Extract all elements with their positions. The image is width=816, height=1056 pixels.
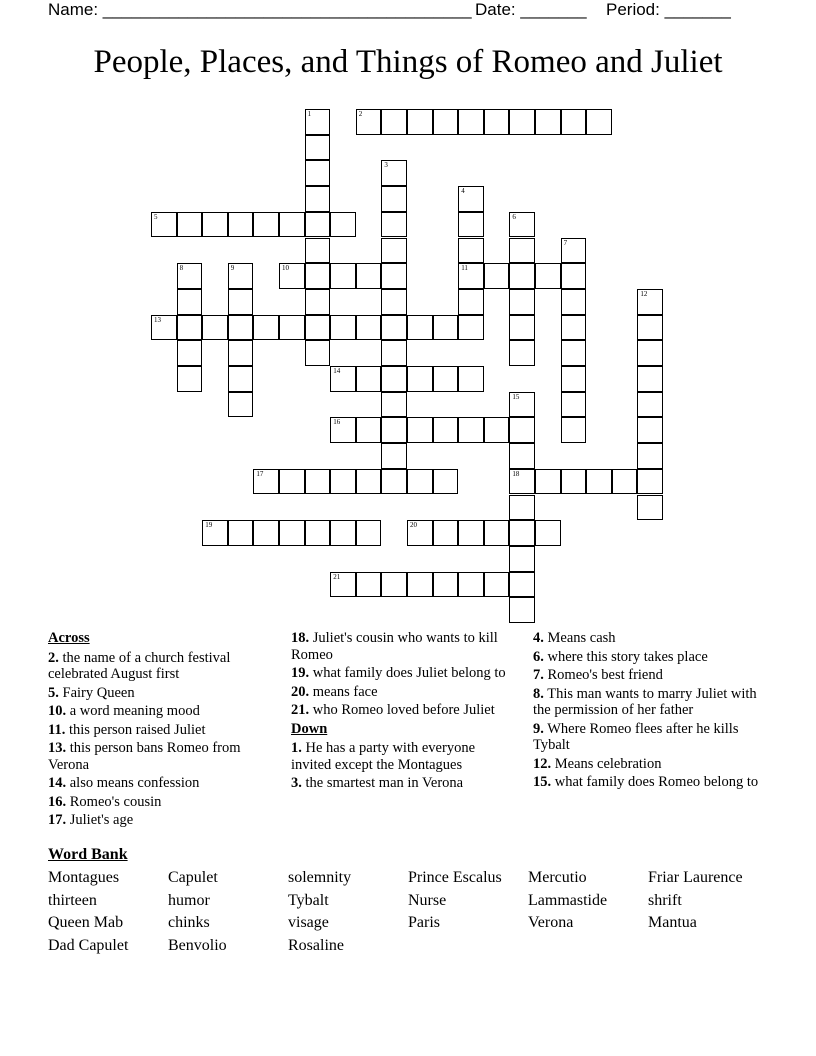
crossword-cell[interactable] — [177, 289, 203, 315]
clue-item — [533, 649, 763, 666]
clue-number: 12 — [640, 289, 648, 298]
crossword-cell[interactable] — [509, 289, 535, 315]
crossword-cell[interactable] — [330, 212, 356, 238]
clue-item — [291, 740, 516, 773]
crossword-cell[interactable] — [381, 366, 407, 392]
clue-text: He has a party with everyone invited except the Montagues — [291, 740, 476, 773]
crossword-cell[interactable] — [637, 417, 663, 443]
crossword-cell[interactable] — [356, 572, 382, 598]
clue-text: where this story takes place — [543, 648, 708, 665]
crossword-cell[interactable] — [356, 263, 382, 289]
crossword-cell[interactable] — [407, 366, 433, 392]
crossword-cell[interactable] — [561, 340, 587, 366]
crossword-cell[interactable] — [305, 469, 331, 495]
crossword-cell[interactable] — [228, 315, 254, 341]
crossword-cell[interactable] — [253, 520, 279, 546]
word-bank-item: Mercutio — [528, 869, 587, 886]
crossword-cell[interactable] — [561, 263, 587, 289]
crossword-cell[interactable] — [177, 263, 203, 289]
crossword-cell[interactable] — [509, 495, 535, 521]
clue-number: 7. — [533, 667, 544, 683]
clue-text: Juliet's age — [66, 812, 134, 828]
clue-number: 3. — [291, 775, 302, 791]
crossword-cell[interactable] — [279, 315, 305, 341]
crossword-cell[interactable] — [407, 572, 433, 598]
crossword-cell[interactable] — [381, 572, 407, 598]
crossword-cell[interactable] — [381, 289, 407, 315]
crossword-cell[interactable] — [381, 263, 407, 289]
crossword-cell[interactable] — [637, 392, 663, 418]
crossword-cell[interactable] — [305, 135, 331, 161]
crossword-cell[interactable] — [356, 366, 382, 392]
crossword-cell[interactable] — [561, 469, 587, 495]
crossword-cell[interactable] — [381, 340, 407, 366]
clue-text: what family does Romeo belong to — [551, 774, 759, 790]
clue-number: 3 — [384, 161, 388, 170]
clue-item — [48, 812, 273, 829]
crossword-cell[interactable] — [305, 109, 331, 135]
clue-number: 12. — [533, 755, 552, 772]
crossword-cell[interactable] — [458, 520, 484, 546]
clue-text: Romeo's cousin — [66, 793, 162, 810]
crossword-cell[interactable] — [407, 315, 433, 341]
word-bank-item: Capulet — [168, 869, 218, 886]
crossword-cell[interactable] — [407, 520, 433, 546]
word-bank-item: Dad Capulet — [48, 936, 129, 954]
crossword-cell[interactable] — [228, 289, 254, 315]
crossword-cell[interactable] — [356, 417, 382, 443]
crossword-cell[interactable] — [228, 340, 254, 366]
clue-number: 7 — [563, 238, 568, 247]
clue-text: what family does Juliet belong to — [309, 665, 506, 681]
crossword-cell[interactable] — [305, 520, 331, 546]
crossword-cell[interactable] — [433, 109, 459, 135]
crossword-cell[interactable] — [484, 520, 510, 546]
crossword-cell[interactable] — [177, 340, 203, 366]
word-bank-heading: Word Bank — [48, 846, 128, 863]
crossword-cell[interactable] — [407, 109, 433, 135]
clue-item — [533, 667, 763, 684]
crossword-cell[interactable] — [458, 263, 484, 289]
crossword-cell[interactable] — [381, 238, 407, 264]
clue-number: 15 — [512, 392, 520, 401]
word-bank-item: Benvolio — [168, 936, 227, 954]
clue-text: Means cash — [543, 630, 616, 646]
crossword-cell[interactable] — [202, 315, 228, 341]
crossword-cell[interactable] — [509, 546, 535, 572]
crossword-cell[interactable] — [228, 212, 254, 238]
crossword-cell[interactable] — [637, 443, 663, 469]
crossword-cell[interactable] — [228, 263, 254, 289]
crossword-cell[interactable] — [561, 238, 587, 264]
word-bank-item: Tybalt — [288, 891, 329, 909]
clue-number: 10. — [48, 703, 67, 719]
clue-number: 17. — [48, 812, 67, 828]
crossword-cell[interactable] — [228, 366, 254, 392]
clue-text: a word meaning mood — [66, 703, 200, 719]
crossword-cell[interactable] — [561, 366, 587, 392]
clue-number: 16. — [48, 793, 67, 810]
period-line[interactable]: Period: _______ — [606, 0, 731, 19]
crossword-cell[interactable] — [381, 315, 407, 341]
crossword-cell[interactable] — [509, 572, 535, 598]
clue-number: 5. — [48, 684, 59, 701]
clue-number: 13. — [48, 740, 67, 756]
clue-item — [533, 774, 763, 791]
crossword-cell[interactable] — [509, 417, 535, 443]
clue-item — [291, 630, 516, 663]
crossword-cell[interactable] — [637, 315, 663, 341]
crossword-cell[interactable] — [535, 109, 561, 135]
clue-number: 13 — [154, 315, 161, 324]
crossword-cell[interactable] — [177, 212, 203, 238]
clue-number: 9 — [230, 264, 235, 273]
clue-number: 14. — [48, 775, 67, 791]
crossword-cell[interactable] — [381, 160, 407, 186]
clue-item — [48, 650, 273, 683]
crossword-cell[interactable] — [458, 572, 484, 598]
clue-number: 1 — [307, 110, 312, 118]
crossword-cell[interactable] — [484, 572, 510, 598]
crossword-cell[interactable] — [637, 469, 663, 495]
clue-number: 6. — [533, 648, 544, 665]
clue-number: 1. — [291, 740, 302, 756]
crossword-cell[interactable] — [279, 263, 305, 289]
clue-text: also means confession — [66, 775, 200, 791]
crossword-cell[interactable] — [637, 289, 663, 315]
crossword-cell[interactable] — [586, 109, 612, 135]
crossword-cell[interactable] — [433, 469, 459, 495]
crossword-cell[interactable] — [228, 520, 254, 546]
crossword-cell[interactable] — [433, 315, 459, 341]
word-bank-item: solemnity — [288, 869, 352, 886]
crossword-cell[interactable] — [458, 212, 484, 238]
word-bank-item: Nurse — [408, 891, 447, 909]
date-line[interactable]: Date: _______ — [475, 0, 587, 19]
across-heading: Across — [48, 630, 90, 646]
crossword-cell[interactable] — [637, 340, 663, 366]
clues-column-2 — [291, 630, 516, 794]
clue-number: 14 — [333, 367, 341, 375]
clue-item — [291, 665, 516, 682]
clue-number: 20 — [410, 521, 417, 530]
word-bank-item: Mantua — [648, 914, 697, 931]
crossword-cell[interactable] — [509, 520, 535, 546]
clue-text: this person raised Juliet — [65, 721, 206, 738]
crossword-cell[interactable] — [151, 212, 177, 238]
crossword-cell[interactable] — [509, 212, 535, 238]
across-clues-column-1 — [48, 630, 273, 831]
crossword-cell[interactable] — [330, 572, 356, 598]
clue-text: this person bans Romeo from Verona — [48, 740, 241, 773]
clue-number: 8. — [533, 685, 544, 702]
clue-number: 5 — [154, 212, 158, 221]
word-bank-item: Prince Escalus — [408, 869, 502, 886]
clue-text: means face — [309, 683, 378, 700]
crossword-cell[interactable] — [484, 263, 510, 289]
word-bank-item: Verona — [528, 914, 574, 931]
word-bank-item: humor — [168, 891, 210, 909]
page-title: People, Places, and Things of Romeo and Juliet — [93, 44, 723, 80]
crossword-cell[interactable] — [253, 212, 279, 238]
crossword-cell[interactable] — [202, 520, 228, 546]
crossword-cell[interactable] — [561, 315, 587, 341]
clue-item — [291, 775, 516, 792]
word-bank-item: shrift — [648, 891, 682, 909]
clue-text: the name of a church festival celebrated August first — [48, 649, 231, 682]
crossword-cell[interactable] — [458, 315, 484, 341]
crossword-cell[interactable] — [330, 315, 356, 341]
crossword-cell[interactable] — [305, 289, 331, 315]
clue-number: 4. — [533, 630, 544, 646]
crossword-cell[interactable] — [305, 212, 331, 238]
crossword-cell[interactable] — [509, 263, 535, 289]
crossword-cell[interactable] — [509, 443, 535, 469]
clue-item — [48, 703, 273, 720]
crossword-cell[interactable] — [356, 109, 382, 135]
clue-text: Means celebration — [551, 755, 662, 772]
crossword-cell[interactable] — [407, 469, 433, 495]
clue-number: 4 — [461, 187, 465, 196]
crossword-cell[interactable] — [279, 469, 305, 495]
crossword-cell[interactable] — [637, 366, 663, 392]
crossword-cell[interactable] — [535, 263, 561, 289]
crossword-cell[interactable] — [458, 238, 484, 264]
clue-number: 21. — [291, 702, 310, 718]
word-bank-item: visage — [288, 914, 329, 931]
down-clues-column-3 — [533, 630, 763, 793]
crossword-cell[interactable] — [509, 469, 535, 495]
clue-text: Where Romeo flees after he kills Tybalt — [533, 720, 739, 753]
crossword-cell[interactable] — [305, 160, 331, 186]
clue-number: 11. — [48, 721, 66, 738]
crossword-cell[interactable] — [509, 315, 535, 341]
clue-number: 20. — [291, 683, 310, 700]
clue-item — [291, 684, 516, 701]
crossword-cell[interactable] — [330, 263, 356, 289]
crossword-cell[interactable] — [509, 597, 535, 623]
crossword-cell[interactable] — [381, 417, 407, 443]
clue-number: 11 — [461, 264, 468, 273]
crossword-cell[interactable] — [305, 340, 331, 366]
clue-number: 10 — [282, 264, 289, 273]
crossword-cell[interactable] — [228, 392, 254, 418]
clue-text: Fairy Queen — [58, 684, 135, 701]
crossword-cell[interactable] — [305, 186, 331, 212]
crossword-cell[interactable] — [407, 417, 433, 443]
clue-number: 15. — [533, 774, 552, 790]
clue-number: 19. — [291, 665, 310, 681]
crossword-cell[interactable] — [509, 340, 535, 366]
crossword-cell[interactable] — [433, 417, 459, 443]
crossword-cell[interactable] — [356, 520, 382, 546]
crossword-cell[interactable] — [177, 315, 203, 341]
crossword-cell[interactable] — [381, 212, 407, 238]
word-bank-item: Queen Mab — [48, 914, 124, 931]
crossword-cell[interactable] — [356, 469, 382, 495]
word-bank-item: chinks — [168, 914, 210, 931]
crossword-cell[interactable] — [381, 443, 407, 469]
clue-number: 18 — [512, 469, 520, 478]
word-bank-item: Montagues — [48, 869, 120, 886]
crossword-cell[interactable] — [279, 520, 305, 546]
crossword-cell[interactable] — [305, 315, 331, 341]
crossword-cell[interactable] — [381, 186, 407, 212]
crossword-cell[interactable] — [586, 469, 612, 495]
clue-number: 6 — [512, 212, 516, 221]
crossword-cell[interactable] — [458, 366, 484, 392]
crossword-cell[interactable] — [253, 315, 279, 341]
clue-number: 2 — [358, 110, 363, 118]
crossword-cell[interactable] — [458, 289, 484, 315]
crossword-cell[interactable] — [637, 495, 663, 521]
name-line[interactable]: Name: _______________________________________ — [48, 0, 472, 19]
clue-number: 2. — [48, 649, 59, 666]
word-bank-item: Lammastide — [528, 891, 608, 909]
word-bank-item: Rosaline — [288, 936, 344, 954]
crossword-cell[interactable] — [356, 315, 382, 341]
crossword-cell[interactable] — [433, 520, 459, 546]
crossword-cell[interactable] — [151, 315, 177, 341]
clue-item — [533, 630, 763, 647]
clue-item — [533, 756, 763, 773]
crossword-cell[interactable] — [279, 212, 305, 238]
crossword-cell[interactable] — [561, 417, 587, 443]
clue-number: 9. — [533, 720, 544, 737]
clue-item — [48, 722, 273, 739]
crossword-cell[interactable] — [330, 520, 356, 546]
crossword-cell[interactable] — [458, 186, 484, 212]
clue-text: Romeo's best friend — [543, 667, 663, 683]
crossword-cell[interactable] — [330, 417, 356, 443]
word-bank-item: Paris — [408, 914, 440, 931]
crossword-cell[interactable] — [381, 469, 407, 495]
clue-text: the smartest man in Verona — [301, 775, 464, 791]
clue-text: who Romeo loved before Juliet — [309, 702, 495, 718]
crossword-cell[interactable] — [535, 520, 561, 546]
crossword-cell[interactable] — [433, 572, 459, 598]
clue-item — [48, 794, 273, 811]
crossword-cell[interactable] — [484, 109, 510, 135]
crossword-cell[interactable] — [381, 109, 407, 135]
crossword-cell[interactable] — [458, 417, 484, 443]
clue-number: 16 — [333, 418, 341, 427]
crossword-cell[interactable] — [535, 469, 561, 495]
crossword-cell[interactable] — [305, 238, 331, 264]
clue-number: 17 — [256, 469, 264, 478]
crossword-cell[interactable] — [330, 366, 356, 392]
crossword-cell[interactable] — [509, 238, 535, 264]
crossword-cell[interactable] — [433, 366, 459, 392]
crossword-cell[interactable] — [509, 109, 535, 135]
crossword-cell[interactable] — [561, 289, 587, 315]
clue-number: 19 — [205, 521, 213, 530]
clue-item — [291, 702, 516, 719]
crossword-cell[interactable] — [202, 212, 228, 238]
word-bank-item: thirteen — [48, 891, 97, 909]
crossword-cell[interactable] — [612, 469, 638, 495]
crossword-cell[interactable] — [458, 109, 484, 135]
clue-number: 21 — [333, 572, 341, 581]
crossword-cell[interactable] — [484, 417, 510, 443]
crossword-cell[interactable] — [305, 263, 331, 289]
crossword-cell[interactable] — [177, 366, 203, 392]
clue-item — [533, 721, 763, 754]
clue-text: This man wants to marry Juliet with the permission of her father — [533, 685, 757, 718]
down-heading: Down — [291, 720, 328, 737]
crossword-cell[interactable] — [509, 392, 535, 418]
clue-number: 18. — [291, 630, 310, 646]
clue-text: Juliet's cousin who wants to kill Romeo — [291, 630, 498, 663]
crossword-cell[interactable] — [330, 469, 356, 495]
clue-item — [48, 775, 273, 792]
clue-item — [48, 685, 273, 702]
crossword-cell[interactable] — [381, 392, 407, 418]
crossword-cell[interactable] — [561, 392, 587, 418]
clue-number: 8 — [179, 264, 184, 273]
crossword-cell[interactable] — [561, 109, 587, 135]
clue-item — [48, 740, 273, 773]
crossword-cell[interactable] — [253, 469, 279, 495]
clue-item — [533, 686, 763, 719]
word-bank-item: Friar Laurence — [648, 869, 743, 886]
